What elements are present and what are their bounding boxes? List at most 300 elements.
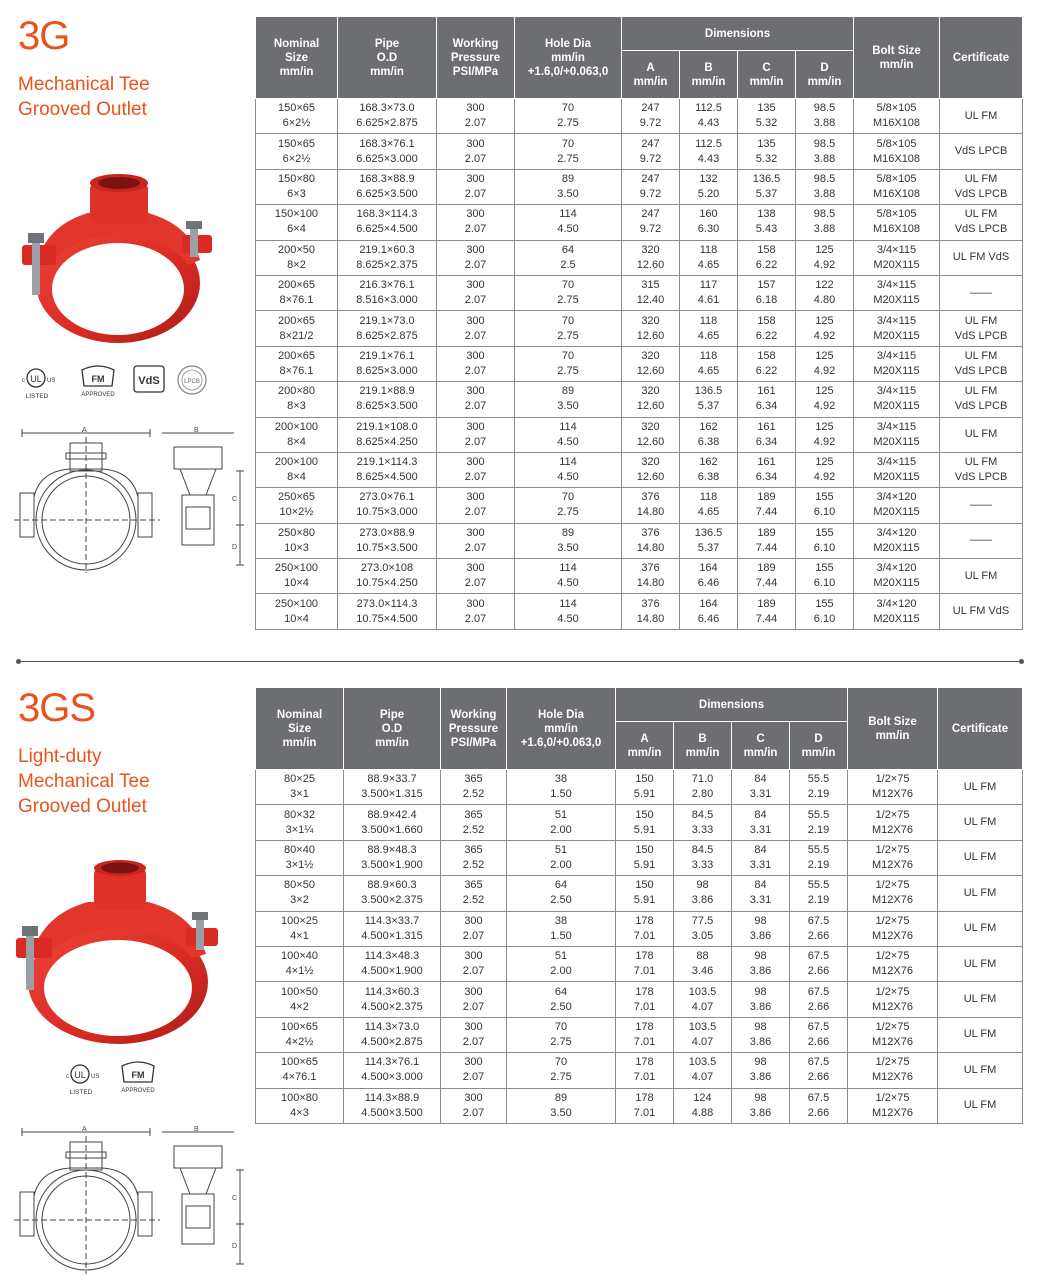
cell-dim-d: 98.5 3.88	[796, 134, 854, 169]
cell-certificate: UL FM	[938, 946, 1023, 981]
cell-dim-d: 67.5 2.66	[790, 911, 848, 946]
cell-dim-b: 118 4.65	[680, 488, 738, 523]
cell-dim-d: 55.5 2.19	[790, 805, 848, 840]
cell-dim-a: 376 14.80	[622, 594, 680, 629]
cell-working-pressure: 300 2.07	[441, 1088, 507, 1123]
cell-dim-b: 71.0 2.80	[674, 770, 732, 805]
cell-certificate: UL FM VdS	[940, 594, 1023, 629]
cell-pipe-od: 114.3×76.1 4.500×3.000	[344, 1053, 441, 1088]
table-row	[256, 169, 1023, 204]
table-body-3gs	[256, 770, 1023, 1124]
cell-dim-a: 247 9.72	[622, 134, 680, 169]
cell-bolt-size: 3/4×120 M20X115	[854, 523, 940, 558]
cell-certificate: UL FM VdS LPCB	[940, 452, 1023, 487]
table-row	[256, 982, 1023, 1017]
spec-table-3gs	[255, 687, 1023, 1124]
cell-working-pressure: 365 2.52	[441, 840, 507, 875]
cell-hole-dia: 114 4.50	[515, 452, 622, 487]
cell-bolt-size: 1/2×75 M12X76	[848, 911, 938, 946]
cell-dim-a: 376 14.80	[622, 523, 680, 558]
table-row	[256, 911, 1023, 946]
dim-label-a: A	[82, 1126, 87, 1133]
cell-hole-dia: 70 2.75	[515, 134, 622, 169]
table-row	[256, 1053, 1023, 1088]
cell-nominal-size: 100×50 4×2	[256, 982, 344, 1017]
cell-dim-c: 98 3.86	[732, 1017, 790, 1052]
cell-bolt-size: 5/8×105 M16X108	[854, 205, 940, 240]
cell-bolt-size: 1/2×75 M12X76	[848, 1053, 938, 1088]
cell-dim-c: 189 7.44	[738, 523, 796, 558]
table-row	[256, 488, 1023, 523]
cell-nominal-size: 100×40 4×1½	[256, 946, 344, 981]
table-row	[256, 99, 1023, 134]
svg-text:FM: FM	[91, 374, 105, 384]
cell-certificate: UL FM	[938, 1053, 1023, 1088]
cell-dim-d: 155 6.10	[796, 523, 854, 558]
cell-nominal-size: 150×80 6×3	[256, 169, 338, 204]
cell-dim-b: 84.5 3.33	[674, 805, 732, 840]
cell-dim-b: 118 4.65	[680, 240, 738, 275]
table-row	[256, 770, 1023, 805]
cell-dim-d: 125 4.92	[796, 311, 854, 346]
table-row	[256, 876, 1023, 911]
cell-pipe-od: 273.0×88.9 10.75×3.500	[338, 523, 437, 558]
svg-text:c: c	[22, 378, 25, 384]
svg-text:LPCB: LPCB	[184, 379, 200, 385]
cell-dim-c: 161 6.34	[738, 382, 796, 417]
cell-bolt-size: 3/4×115 M20X115	[854, 452, 940, 487]
table-row	[256, 346, 1023, 381]
table-row	[256, 311, 1023, 346]
cell-dim-d: 155 6.10	[796, 594, 854, 629]
cell-bolt-size: 1/2×75 M12X76	[848, 1088, 938, 1123]
cell-dim-d: 67.5 2.66	[790, 946, 848, 981]
table-row	[256, 1017, 1023, 1052]
spec-table-3g	[255, 16, 1023, 630]
cell-working-pressure: 300 2.07	[437, 523, 515, 558]
cell-dim-b: 164 6.46	[680, 594, 738, 629]
cell-dim-d: 155 6.10	[796, 488, 854, 523]
cell-dim-b: 112.5 4.43	[680, 99, 738, 134]
table-row	[256, 382, 1023, 417]
cell-dim-d: 122 4.80	[796, 275, 854, 310]
col-bolt-size: Bolt Size mm/in	[854, 17, 940, 99]
col-dim-c: C mm/in	[732, 722, 790, 770]
cell-bolt-size: 5/8×105 M16X108	[854, 99, 940, 134]
cell-bolt-size: 3/4×115 M20X115	[854, 417, 940, 452]
listed-label: LISTED	[25, 393, 49, 400]
cell-pipe-od: 273.0×76.1 10.75×3.000	[338, 488, 437, 523]
cell-dim-c: 84 3.31	[732, 805, 790, 840]
col-working-pressure: Working Pressure PSI/MPa	[441, 688, 507, 770]
cell-dim-a: 178 7.01	[616, 1017, 674, 1052]
cell-dim-a: 150 5.91	[616, 770, 674, 805]
col-dim-a: A mm/in	[622, 51, 680, 99]
cell-dim-b: 124 4.88	[674, 1088, 732, 1123]
cell-dim-b: 77.5 3.05	[674, 911, 732, 946]
cell-nominal-size: 150×100 6×4	[256, 205, 338, 240]
cell-dim-a: 247 9.72	[622, 99, 680, 134]
cell-nominal-size: 200×65 8×76.1	[256, 275, 338, 310]
cell-dim-b: 160 6.30	[680, 205, 738, 240]
cell-hole-dia: 38 1.50	[507, 770, 616, 805]
cell-working-pressure: 300 2.07	[437, 488, 515, 523]
cell-hole-dia: 114 4.50	[515, 594, 622, 629]
cell-dim-a: 320 12.60	[622, 452, 680, 487]
cell-certificate: ——	[940, 275, 1023, 310]
dim-label-d: D	[232, 1243, 238, 1250]
cell-dim-b: 136.5 5.37	[680, 523, 738, 558]
cell-hole-dia: 89 3.50	[515, 169, 622, 204]
cell-pipe-od: 88.9×48.3 3.500×1.900	[344, 840, 441, 875]
cell-pipe-od: 273.0×114.3 10.75×4.500	[338, 594, 437, 629]
cell-certificate: UL FM	[938, 840, 1023, 875]
col-certificate: Certificate	[940, 17, 1023, 99]
cell-working-pressure: 300 2.07	[441, 1053, 507, 1088]
cell-pipe-od: 88.9×33.7 3.500×1.315	[344, 770, 441, 805]
cell-pipe-od: 168.3×76.1 6.625×3.000	[338, 134, 437, 169]
table-row	[256, 275, 1023, 310]
cell-certificate: UL FM	[938, 770, 1023, 805]
dimension-drawing	[14, 425, 246, 575]
cell-dim-a: 320 12.60	[622, 382, 680, 417]
cell-bolt-size: 3/4×115 M20X115	[854, 382, 940, 417]
cell-bolt-size: 1/2×75 M12X76	[848, 1017, 938, 1052]
cell-working-pressure: 300 2.07	[437, 417, 515, 452]
cell-dim-a: 178 7.01	[616, 1088, 674, 1123]
cell-hole-dia: 70 2.75	[507, 1017, 616, 1052]
col-dim-b: B mm/in	[680, 51, 738, 99]
col-bolt-size: Bolt Size mm/in	[848, 688, 938, 770]
dim-label-c: C	[232, 1195, 238, 1202]
cell-dim-c: 158 6.22	[738, 311, 796, 346]
cell-bolt-size: 3/4×120 M20X115	[854, 559, 940, 594]
cell-hole-dia: 89 3.50	[507, 1088, 616, 1123]
cell-pipe-od: 219.1×60.3 8.625×2.375	[338, 240, 437, 275]
cell-nominal-size: 100×65 4×2½	[256, 1017, 344, 1052]
dim-label-c: C	[232, 496, 238, 503]
cell-dim-a: 320 12.60	[622, 417, 680, 452]
cell-dim-d: 155 6.10	[796, 559, 854, 594]
table-row	[256, 134, 1023, 169]
cell-dim-b: 84.5 3.33	[674, 840, 732, 875]
cell-working-pressure: 300 2.07	[437, 240, 515, 275]
cell-dim-c: 189 7.44	[738, 559, 796, 594]
svg-text:US: US	[47, 378, 56, 384]
cell-pipe-od: 216.3×76.1 8.516×3.000	[338, 275, 437, 310]
table-body-3g	[256, 99, 1023, 630]
cell-bolt-size: 3/4×120 M20X115	[854, 488, 940, 523]
cell-dim-b: 88 3.46	[674, 946, 732, 981]
col-hole-dia: Hole Dia mm/in +1.6,0/+0.063,0	[515, 17, 622, 99]
cell-dim-c: 84 3.31	[732, 770, 790, 805]
cell-dim-a: 320 12.60	[622, 240, 680, 275]
cell-dim-c: 135 5.32	[738, 99, 796, 134]
cell-dim-a: 178 7.01	[616, 1053, 674, 1088]
cell-hole-dia: 51 2.00	[507, 805, 616, 840]
cell-working-pressure: 300 2.07	[437, 275, 515, 310]
svg-text:c: c	[66, 1074, 69, 1080]
col-dim-c: C mm/in	[738, 51, 796, 99]
cell-certificate: UL FM	[938, 805, 1023, 840]
cell-certificate: UL FM	[938, 911, 1023, 946]
cell-nominal-size: 200×50 8×2	[256, 240, 338, 275]
cell-bolt-size: 3/4×115 M20X115	[854, 346, 940, 381]
cell-nominal-size: 200×100 8×4	[256, 417, 338, 452]
cell-dim-a: 247 9.72	[622, 205, 680, 240]
cell-bolt-size: 3/4×115 M20X115	[854, 275, 940, 310]
cell-dim-b: 162 6.38	[680, 452, 738, 487]
cell-hole-dia: 64 2.50	[507, 982, 616, 1017]
cell-dim-a: 178 7.01	[616, 911, 674, 946]
light-duty-tee-image	[14, 852, 224, 1052]
table-row	[256, 946, 1023, 981]
cell-hole-dia: 114 4.50	[515, 417, 622, 452]
cell-dim-a: 376 14.80	[622, 559, 680, 594]
cell-pipe-od: 114.3×73.0 4.500×2.875	[344, 1017, 441, 1052]
cell-bolt-size: 3/4×120 M20X115	[854, 594, 940, 629]
cell-dim-c: 136.5 5.37	[738, 169, 796, 204]
cell-certificate: UL FM VdS LPCB	[940, 169, 1023, 204]
cell-bolt-size: 1/2×75 M12X76	[848, 805, 938, 840]
cell-dim-a: 247 9.72	[622, 169, 680, 204]
cell-working-pressure: 300 2.07	[437, 559, 515, 594]
cell-certificate: UL FM	[938, 982, 1023, 1017]
cell-dim-b: 117 4.61	[680, 275, 738, 310]
cell-working-pressure: 300 2.07	[437, 346, 515, 381]
cell-dim-a: 320 12.60	[622, 311, 680, 346]
cell-certificate: UL FM	[940, 559, 1023, 594]
cell-hole-dia: 51 2.00	[507, 946, 616, 981]
cell-dim-d: 67.5 2.66	[790, 982, 848, 1017]
section-3gs	[0, 672, 1040, 1281]
cell-working-pressure: 300 2.07	[437, 311, 515, 346]
cell-certificate: UL FM VdS LPCB	[940, 311, 1023, 346]
cell-nominal-size: 100×25 4×1	[256, 911, 344, 946]
table-row	[256, 205, 1023, 240]
table-row	[256, 1088, 1023, 1123]
cell-pipe-od: 168.3×114.3 6.625×4.500	[338, 205, 437, 240]
cell-dim-d: 125 4.92	[796, 240, 854, 275]
cell-working-pressure: 365 2.52	[441, 805, 507, 840]
cell-dim-b: 132 5.20	[680, 169, 738, 204]
cell-dim-b: 136.5 5.37	[680, 382, 738, 417]
col-certificate: Certificate	[938, 688, 1023, 770]
cell-dim-c: 98 3.86	[732, 982, 790, 1017]
cell-dim-d: 125 4.92	[796, 452, 854, 487]
cell-certificate: ——	[940, 523, 1023, 558]
cell-pipe-od: 114.3×88.9 4.500×3.500	[344, 1088, 441, 1123]
listed-label: LISTED	[69, 1089, 93, 1096]
col-dim-b: B mm/in	[674, 722, 732, 770]
cell-dim-a: 150 5.91	[616, 805, 674, 840]
cell-working-pressure: 300 2.07	[437, 594, 515, 629]
cell-dim-c: 138 5.43	[738, 205, 796, 240]
cell-bolt-size: 1/2×75 M12X76	[848, 946, 938, 981]
svg-text:UL: UL	[74, 1070, 86, 1080]
cell-working-pressure: 300 2.07	[437, 205, 515, 240]
cell-dim-c: 98 3.86	[732, 946, 790, 981]
cell-dim-c: 84 3.31	[732, 840, 790, 875]
cell-pipe-od: 168.3×73.0 6.625×2.875	[338, 99, 437, 134]
col-working-pressure: Working Pressure PSI/MPa	[437, 17, 515, 99]
table-row	[256, 559, 1023, 594]
dim-label-b: B	[194, 1126, 199, 1133]
cell-dim-a: 315 12.40	[622, 275, 680, 310]
cell-pipe-od: 219.1×73.0 8.625×2.875	[338, 311, 437, 346]
cell-dim-c: 84 3.31	[732, 876, 790, 911]
cell-nominal-size: 80×40 3×1½	[256, 840, 344, 875]
cell-hole-dia: 64 2.5	[515, 240, 622, 275]
col-dimensions: Dimensions	[616, 688, 848, 722]
product-subtitle: Mechanical Tee Grooved Outlet	[18, 74, 150, 120]
cell-dim-d: 67.5 2.66	[790, 1088, 848, 1123]
cell-certificate: UL FM	[938, 1088, 1023, 1123]
cell-dim-d: 125 4.92	[796, 417, 854, 452]
cell-certificate: UL FM	[938, 1017, 1023, 1052]
cell-hole-dia: 70 2.75	[515, 275, 622, 310]
cell-nominal-size: 200×65 8×21/2	[256, 311, 338, 346]
cell-bolt-size: 1/2×75 M12X76	[848, 840, 938, 875]
svg-text:UL: UL	[30, 374, 42, 384]
cell-certificate: UL FM	[940, 417, 1023, 452]
cell-dim-c: 98 3.86	[732, 1088, 790, 1123]
cell-nominal-size: 200×80 8×3	[256, 382, 338, 417]
cell-dim-c: 161 6.34	[738, 452, 796, 487]
col-hole-dia: Hole Dia mm/in +1.6,0/+0.063,0	[507, 688, 616, 770]
cell-dim-d: 125 4.92	[796, 346, 854, 381]
cell-hole-dia: 70 2.75	[515, 488, 622, 523]
mechanical-tee-image	[18, 165, 218, 355]
cell-pipe-od: 219.1×114.3 8.625×4.500	[338, 452, 437, 487]
cell-pipe-od: 219.1×76.1 8.625×3.000	[338, 346, 437, 381]
cell-pipe-od: 88.9×60.3 3.500×2.375	[344, 876, 441, 911]
cell-nominal-size: 250×100 10×4	[256, 559, 338, 594]
cell-working-pressure: 300 2.07	[437, 169, 515, 204]
cell-dim-b: 103.5 4.07	[674, 982, 732, 1017]
cell-hole-dia: 70 2.75	[515, 346, 622, 381]
approved-label: APPROVED	[121, 1088, 155, 1094]
col-dim-a: A mm/in	[616, 722, 674, 770]
col-dim-d: D mm/in	[790, 722, 848, 770]
cell-dim-c: 158 6.22	[738, 346, 796, 381]
cell-dim-b: 103.5 4.07	[674, 1017, 732, 1052]
certification-marks	[58, 1056, 178, 1101]
cell-hole-dia: 89 3.50	[515, 382, 622, 417]
cell-dim-d: 55.5 2.19	[790, 770, 848, 805]
cell-dim-b: 98 3.86	[674, 876, 732, 911]
col-dim-d: D mm/in	[796, 51, 854, 99]
cell-working-pressure: 300 2.07	[437, 452, 515, 487]
cell-nominal-size: 80×50 3×2	[256, 876, 344, 911]
cell-dim-a: 150 5.91	[616, 876, 674, 911]
cell-working-pressure: 300 2.07	[441, 1017, 507, 1052]
cell-certificate: UL FM VdS LPCB	[940, 382, 1023, 417]
cell-bolt-size: 3/4×115 M20X115	[854, 240, 940, 275]
cell-certificate: UL FM VdS LPCB	[940, 205, 1023, 240]
cell-dim-d: 98.5 3.88	[796, 205, 854, 240]
cell-hole-dia: 38 1.50	[507, 911, 616, 946]
cell-certificate: UL FM	[940, 99, 1023, 134]
cell-pipe-od: 114.3×60.3 4.500×2.375	[344, 982, 441, 1017]
cell-nominal-size: 100×65 4×76.1	[256, 1053, 344, 1088]
cell-dim-d: 98.5 3.88	[796, 99, 854, 134]
cell-certificate: ——	[940, 488, 1023, 523]
cell-dim-d: 55.5 2.19	[790, 876, 848, 911]
svg-text:US: US	[91, 1074, 100, 1080]
table-row	[256, 805, 1023, 840]
table-row	[256, 840, 1023, 875]
table-row	[256, 594, 1023, 629]
cell-nominal-size: 150×65 6×2½	[256, 134, 338, 169]
col-nominal-size: Nominal Size mm/in	[256, 17, 338, 99]
cell-dim-b: 162 6.38	[680, 417, 738, 452]
cell-nominal-size: 200×65 8×76.1	[256, 346, 338, 381]
cell-nominal-size: 250×65 10×2½	[256, 488, 338, 523]
cell-nominal-size: 250×80 10×3	[256, 523, 338, 558]
cell-nominal-size: 100×80 4×3	[256, 1088, 344, 1123]
cell-hole-dia: 70 2.75	[515, 99, 622, 134]
cell-hole-dia: 51 2.00	[507, 840, 616, 875]
cell-dim-d: 98.5 3.88	[796, 169, 854, 204]
cell-dim-a: 376 14.80	[622, 488, 680, 523]
table-row	[256, 240, 1023, 275]
product-code: 3GS	[18, 686, 96, 730]
cell-dim-c: 189 7.44	[738, 594, 796, 629]
dim-label-a: A	[82, 427, 87, 434]
cell-dim-b: 118 4.65	[680, 311, 738, 346]
cell-dim-c: 98 3.86	[732, 1053, 790, 1088]
dimension-drawing	[14, 1124, 246, 1276]
cell-dim-b: 118 4.65	[680, 346, 738, 381]
cell-hole-dia: 114 4.50	[515, 205, 622, 240]
cell-dim-a: 150 5.91	[616, 840, 674, 875]
cell-working-pressure: 300 2.07	[441, 982, 507, 1017]
cell-nominal-size: 250×100 10×4	[256, 594, 338, 629]
svg-text:VdS: VdS	[138, 375, 160, 387]
cell-dim-d: 67.5 2.66	[790, 1053, 848, 1088]
cell-pipe-od: 219.1×108.0 8.625×4.250	[338, 417, 437, 452]
cell-bolt-size: 5/8×105 M16X108	[854, 169, 940, 204]
table-row	[256, 452, 1023, 487]
cell-hole-dia: 70 2.75	[515, 311, 622, 346]
cell-nominal-size: 80×32 3×1¼	[256, 805, 344, 840]
cell-bolt-size: 1/2×75 M12X76	[848, 876, 938, 911]
cell-working-pressure: 365 2.52	[441, 876, 507, 911]
cell-bolt-size: 1/2×75 M12X76	[848, 770, 938, 805]
cell-bolt-size: 5/8×105 M16X108	[854, 134, 940, 169]
cell-dim-a: 178 7.01	[616, 946, 674, 981]
cell-dim-a: 178 7.01	[616, 982, 674, 1017]
cell-bolt-size: 1/2×75 M12X76	[848, 982, 938, 1017]
cell-hole-dia: 114 4.50	[515, 559, 622, 594]
certification-marks	[14, 360, 234, 405]
cell-dim-c: 98 3.86	[732, 911, 790, 946]
cell-nominal-size: 200×100 8×4	[256, 452, 338, 487]
cell-hole-dia: 64 2.50	[507, 876, 616, 911]
cell-dim-c: 158 6.22	[738, 240, 796, 275]
cell-pipe-od: 88.9×42.4 3.500×1.660	[344, 805, 441, 840]
cell-working-pressure: 300 2.07	[437, 99, 515, 134]
table-row	[256, 417, 1023, 452]
cell-working-pressure: 300 2.07	[441, 911, 507, 946]
cell-dim-c: 161 6.34	[738, 417, 796, 452]
table-row	[256, 523, 1023, 558]
cell-working-pressure: 300 2.07	[437, 382, 515, 417]
cell-certificate: UL FM VdS	[940, 240, 1023, 275]
cell-working-pressure: 300 2.07	[441, 946, 507, 981]
col-dimensions: Dimensions	[622, 17, 854, 51]
